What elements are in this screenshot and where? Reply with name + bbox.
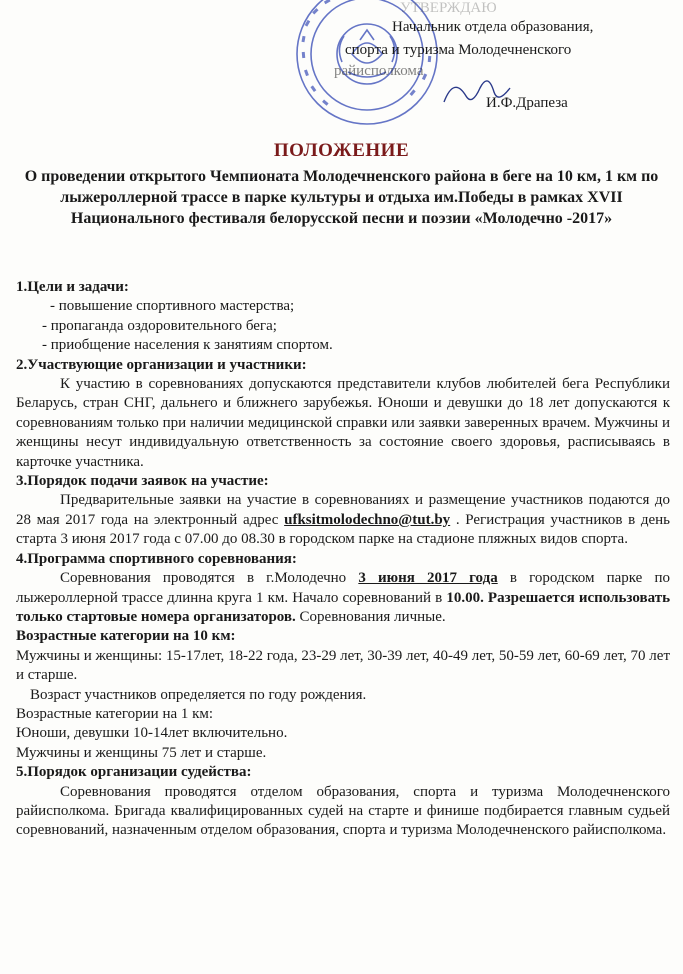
section-3-text-b: . Регистрация участников в день старта 3 июня 2017 года с 07.00 до 08.30 в городском парке на стадионе пляжных видов спорта. (16, 511, 671, 548)
goal-item-1: - повышение спортивного мастерства; (50, 298, 295, 315)
age-10km-text: Мужчины и женщины: 15-17лет, 18-22 года, 23-29 лет, 30-39 лет, 40-49 лет, 50-59 лет, 60-69 лет, 70 лет и старше. (16, 647, 670, 684)
section-4-text-c: Соревнования личные. (299, 608, 446, 625)
approval-line-3: спорта и туризма Молодечненского (345, 42, 572, 58)
section-4-bold: 10.00. Разрешается использовать только стартовые номера организаторов. (16, 589, 671, 625)
age-note: Возраст участников определяется по году рождения. (30, 686, 367, 703)
section-4-text-a: Соревнования проводятся в г.Молодечно (60, 570, 347, 587)
approval-line-4: райисполкома (334, 63, 424, 79)
approval-line-2: Начальник отдела образования, (392, 19, 594, 35)
section-3-text (16, 491, 670, 549)
section-1-heading: 1.Цели и задачи: (16, 279, 129, 295)
age-1km-line-2: Мужчины и женщины 75 лет и старше. (16, 744, 267, 761)
age-10km-heading: Возрастные категории на 10 км: (16, 628, 236, 645)
goal-item-2: - пропаганда оздоровительного бега; (42, 317, 277, 334)
section-4-text (16, 569, 670, 627)
page-title: ПОЛОЖЕНИЕ (273, 140, 410, 161)
email-link[interactable]: ufksitmolodechno@tut.by (284, 511, 451, 528)
section-3-heading: 3.Порядок подачи заявок на участие: (16, 473, 269, 490)
event-date: 3 июня 2017 года (358, 570, 498, 587)
age-1km-line-1: Юноши, девушки 10-14лет включительно. (16, 725, 288, 742)
section-4-text-b: в городском парке по лыжероллерной трассе длинна круга 1 км. Начало соревнований в (16, 570, 670, 606)
section-4-heading: 4.Программа спортивного соревнования: (16, 550, 297, 567)
goal-item-3: - приобщение населения к занятиям спортом. (42, 337, 333, 354)
signatory-name: И.Ф.Драпеза (486, 95, 568, 111)
approval-line-1: УТВЕРЖДАЮ (400, 0, 497, 16)
age-1km-heading: Возрастные категории на 1 км: (16, 705, 214, 722)
section-3-text-a: Предварительные заявки на участие в соревнованиях и размещение участников подаются до 28 мая 2017 года на электронный адрес (16, 492, 670, 528)
section-2-heading: 2.Участвующие организации и участники: (16, 356, 307, 373)
section-5-text: Соревнования проводятся отделом образования, спорта и туризма Молодечненского райисполкома. Бригада квалифицированных судей на старте и финише подбирается главным судьей соревнований, назначенным отделом образования, спорта и туризма Молодечненского райисполкома. (16, 783, 670, 839)
document-subtitle: О проведении открытого Чемпионата Молодечненского района в беге на 10 км, 1 км по лыжероллерной трассе в парке культуры и отдыха им.Победы в рамках XVII Национального фестиваля белорусской песни и поэзии «Молодечно -2017» (24, 168, 659, 227)
section-2-text: К участию в соревнованиях допускаются представители клубов любителей бега Республики Беларусь, стран СНГ, дальнего и ближнего зарубежья. Юноши и девушки до 18 лет допускаются к соревнованиям только при наличии медицинской справки или заявки заверенных врачем. Мужчины и женщины несут индивидуальную ответственность за состояние своего здоровья, расписываясь в карточке участника. (16, 376, 670, 470)
document-body (16, 278, 670, 841)
section-5-heading: 5.Порядок организации судейства: (16, 764, 252, 781)
